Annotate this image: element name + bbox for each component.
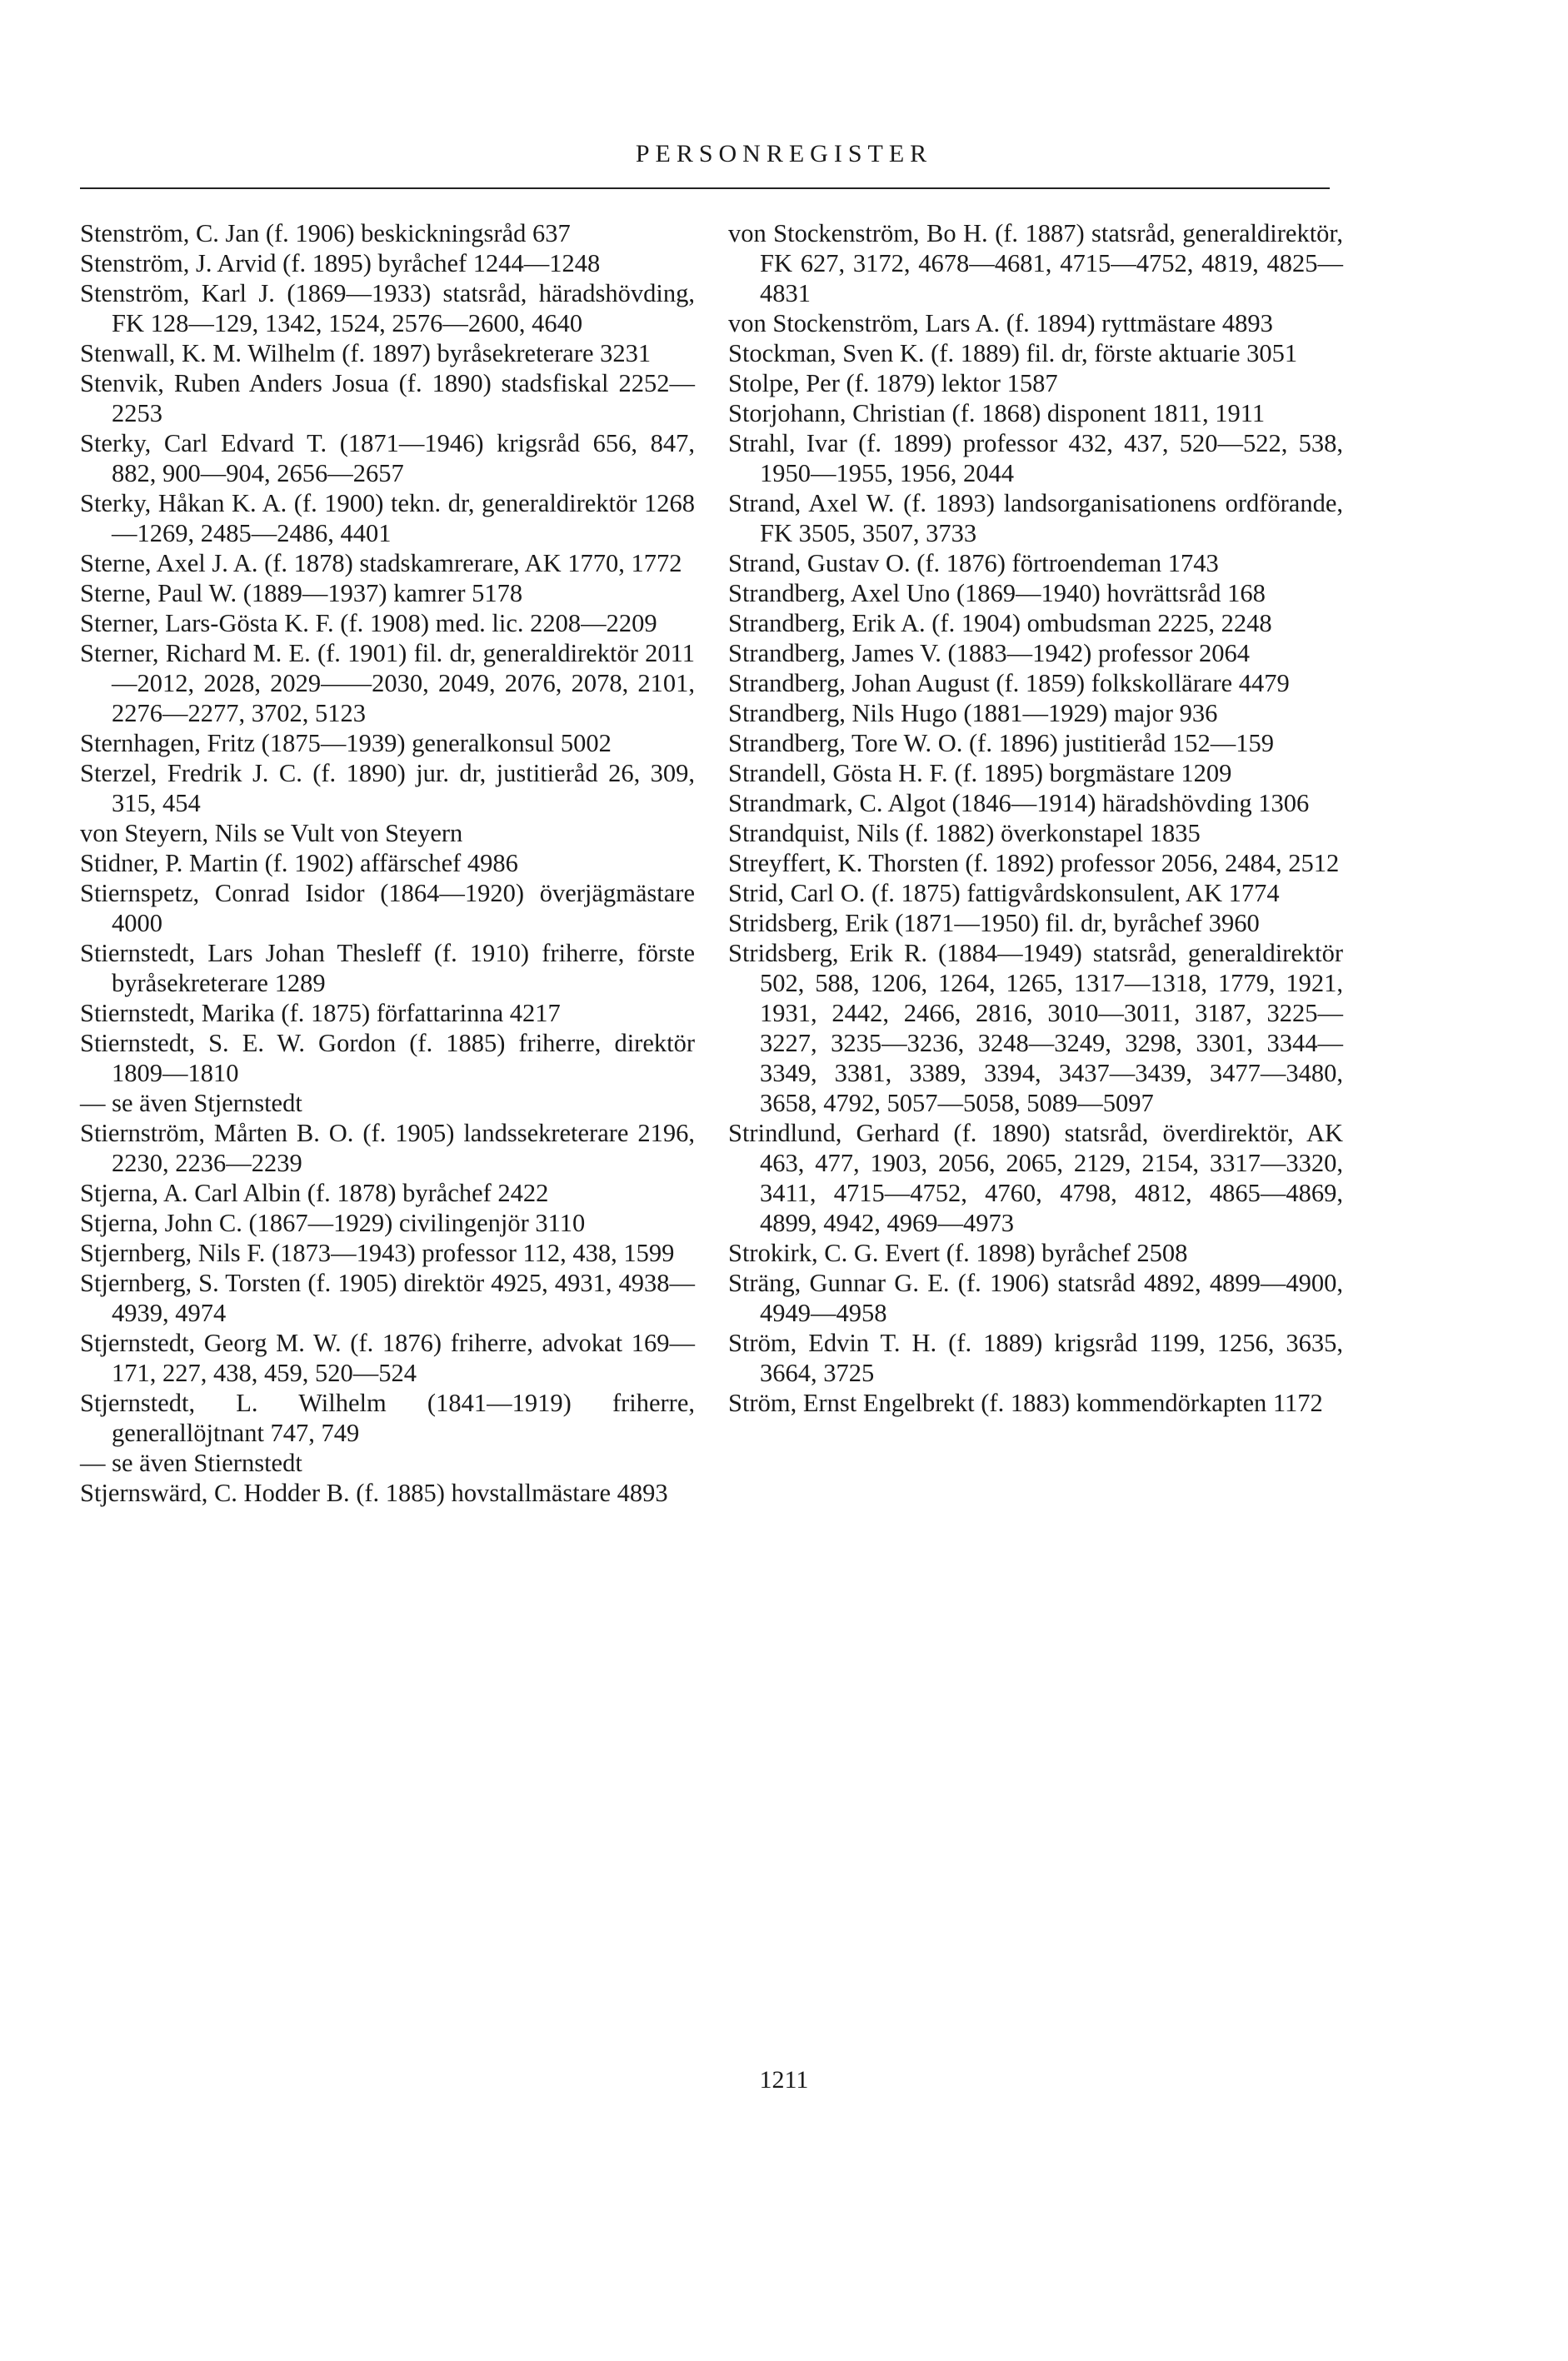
index-entry: Sterner, Richard M. E. (f. 1901) fil. dr, generaldirektör 2011—2012, 2028, 2029——2030, 2049, 2076, 2078, 2101, 2276—2277, 3702, 5123 xyxy=(80,639,695,727)
index-entry: Strandberg, James V. (1883—1942) professor 2064 xyxy=(728,639,1251,667)
header-rule xyxy=(80,187,1330,189)
index-entry: Ström, Ernst Engelbrekt (f. 1883) kommendörkapten 1172 xyxy=(728,1389,1323,1417)
index-entry: Stjerna, John C. (1867—1929) civilingenjör 3110 xyxy=(80,1209,586,1237)
index-entry: Strandberg, Nils Hugo (1881—1929) major 936 xyxy=(728,699,1218,727)
index-entry: Strandell, Gösta H. F. (f. 1895) borgmästare 1209 xyxy=(728,759,1232,787)
index-entry: Ström, Edvin T. H. (f. 1889) krigsråd 1199, 1256, 3635, 3664, 3725 xyxy=(728,1329,1343,1387)
index-entry: Streyffert, K. Thorsten (f. 1892) professor 2056, 2484, 2512 xyxy=(728,849,1340,877)
index-entry: Stockman, Sven K. (f. 1889) fil. dr, förste aktuarie 3051 xyxy=(728,339,1298,367)
index-entry: Sterner, Lars-Gösta K. F. (f. 1908) med. lic. 2208—2209 xyxy=(80,609,657,637)
index-entry: Strandberg, Johan August (f. 1859) folkskollärare 4479 xyxy=(728,669,1290,697)
index-entry: Stiernspetz, Conrad Isidor (1864—1920) överjägmästare 4000 xyxy=(80,879,695,937)
index-entry: Stjernstedt, L. Wilhelm (1841—1919) friherre, generallöjtnant 747, 749 xyxy=(80,1389,695,1447)
index-entry: Stiernstedt, Marika (f. 1875) författarinna 4217 xyxy=(80,999,561,1027)
index-entry: — se även Stiernstedt xyxy=(80,1449,302,1477)
index-entry: Stolpe, Per (f. 1879) lektor 1587 xyxy=(728,369,1058,397)
index-entry: Stidner, P. Martin (f. 1902) affärschef 4986 xyxy=(80,849,518,877)
index-entry: Stiernstedt, S. E. W. Gordon (f. 1885) friherre, direktör 1809—1810 xyxy=(80,1029,695,1087)
index-entry: Sterne, Axel J. A. (f. 1878) stadskamrerare, AK 1770, 1772 xyxy=(80,549,682,577)
index-entry: Strandquist, Nils (f. 1882) överkonstapel 1835 xyxy=(728,819,1201,847)
running-header: PERSONREGISTER xyxy=(635,140,933,167)
index-entry: Sterzel, Fredrik J. C. (f. 1890) jur. dr, justitieråd 26, 309, 315, 454 xyxy=(80,759,695,817)
index-entry: von Steyern, Nils se Vult von Steyern xyxy=(80,819,463,847)
index-entry: Stjernberg, S. Torsten (f. 1905) direktör 4925, 4931, 4938—4939, 4974 xyxy=(80,1269,695,1327)
index-entry: Stenström, C. Jan (f. 1906) beskickningsråd 637 xyxy=(80,219,571,247)
left-column xyxy=(80,218,695,1508)
page-number: 1211 xyxy=(759,2066,809,2094)
index-entry: Strindlund, Gerhard (f. 1890) statsråd, överdirektör, AK 463, 477, 1903, 2056, 2065, 2129, 2154, 3317—3320, 3411, 4715—4752, 4760, 4798, 4812, 4865—4869, 4899, 4942, 4969—4973 xyxy=(728,1119,1343,1237)
index-entry: Strid, Carl O. (f. 1875) fattigvårdskonsulent, AK 1774 xyxy=(728,879,1280,907)
index-entry: Strandberg, Axel Uno (1869—1940) hovrättsråd 168 xyxy=(728,579,1266,607)
index-entry: Stenwall, K. M. Wilhelm (f. 1897) byråsekreterare 3231 xyxy=(80,339,652,367)
index-entry: Storjohann, Christian (f. 1868) disponent 1811, 1911 xyxy=(728,399,1266,427)
index-entry: Strand, Gustav O. (f. 1876) förtroendeman 1743 xyxy=(728,549,1219,577)
index-entry: Stridsberg, Erik (1871—1950) fil. dr, byråchef 3960 xyxy=(728,909,1260,937)
index-entry: Strokirk, C. G. Evert (f. 1898) byråchef 2508 xyxy=(728,1239,1188,1267)
index-entry: Sterky, Carl Edvard T. (1871—1946) krigsråd 656, 847, 882, 900—904, 2656—2657 xyxy=(80,429,695,487)
index-entry: Stjernswärd, C. Hodder B. (f. 1885) hovstallmästare 4893 xyxy=(80,1479,668,1507)
index-entry: Stenström, Karl J. (1869—1933) statsråd, häradshövding, FK 128—129, 1342, 1524, 2576—2600, 4640 xyxy=(80,279,695,337)
index-entry: Strandmark, C. Algot (1846—1914) häradshövding 1306 xyxy=(728,789,1310,817)
index-entry: von Stockenström, Bo H. (f. 1887) statsråd, generaldirektör, FK 627, 3172, 4678—4681, 4715—4752, 4819, 4825—4831 xyxy=(728,219,1343,307)
index-entry: von Stockenström, Lars A. (f. 1894) ryttmästare 4893 xyxy=(728,309,1273,337)
index-entry: Sterne, Paul W. (1889—1937) kamrer 5178 xyxy=(80,579,523,607)
index-entry: Stiernstedt, Lars Johan Thesleff (f. 1910) friherre, förste byråsekreterare 1289 xyxy=(80,939,695,997)
index-entry: Stenvik, Ruben Anders Josua (f. 1890) stadsfiskal 2252—2253 xyxy=(80,369,695,427)
right-column xyxy=(728,218,1343,1418)
index-entry: Stridsberg, Erik R. (1884—1949) statsråd, generaldirektör 502, 588, 1206, 1264, 1265, 1317—1318, 1779, 1921, 1931, 2442, 2466, 2816, 3010—3011, 3187, 3225—3227, 3235—3236, 3248—3249, 3298, 3301, 3344—3349, 3381, 3389, 3394, 3437—3439, 3477—3480, 3658, 4792, 5057—5058, 5089—5097 xyxy=(728,939,1343,1117)
index-entry: Sterky, Håkan K. A. (f. 1900) tekn. dr, generaldirektör 1268—1269, 2485—2486, 4401 xyxy=(80,489,695,547)
index-entry: Stjernberg, Nils F. (1873—1943) professor 112, 438, 1599 xyxy=(80,1239,675,1267)
index-entry: Strahl, Ivar (f. 1899) professor 432, 437, 520—522, 538, 1950—1955, 1956, 2044 xyxy=(728,429,1343,487)
index-entry: Strandberg, Tore W. O. (f. 1896) justitieråd 152—159 xyxy=(728,729,1274,757)
index-entry: — se även Stjernstedt xyxy=(80,1089,302,1117)
index-entry: Strand, Axel W. (f. 1893) landsorganisationens ordförande, FK 3505, 3507, 3733 xyxy=(728,489,1343,547)
index-entry: Stiernström, Mårten B. O. (f. 1905) landssekreterare 2196, 2230, 2236—2239 xyxy=(80,1119,695,1177)
index-entry: Stenström, J. Arvid (f. 1895) byråchef 1244—1248 xyxy=(80,249,601,277)
index-entry: Strandberg, Erik A. (f. 1904) ombudsman 2225, 2248 xyxy=(728,609,1272,637)
index-entry: Stjerna, A. Carl Albin (f. 1878) byråchef 2422 xyxy=(80,1179,549,1207)
index-entry: Sträng, Gunnar G. E. (f. 1906) statsråd 4892, 4899—4900, 4949—4958 xyxy=(728,1269,1343,1327)
index-entry: Stjernstedt, Georg M. W. (f. 1876) friherre, advokat 169—171, 227, 438, 459, 520—524 xyxy=(80,1329,695,1387)
index-entry: Sternhagen, Fritz (1875—1939) generalkonsul 5002 xyxy=(80,729,612,757)
